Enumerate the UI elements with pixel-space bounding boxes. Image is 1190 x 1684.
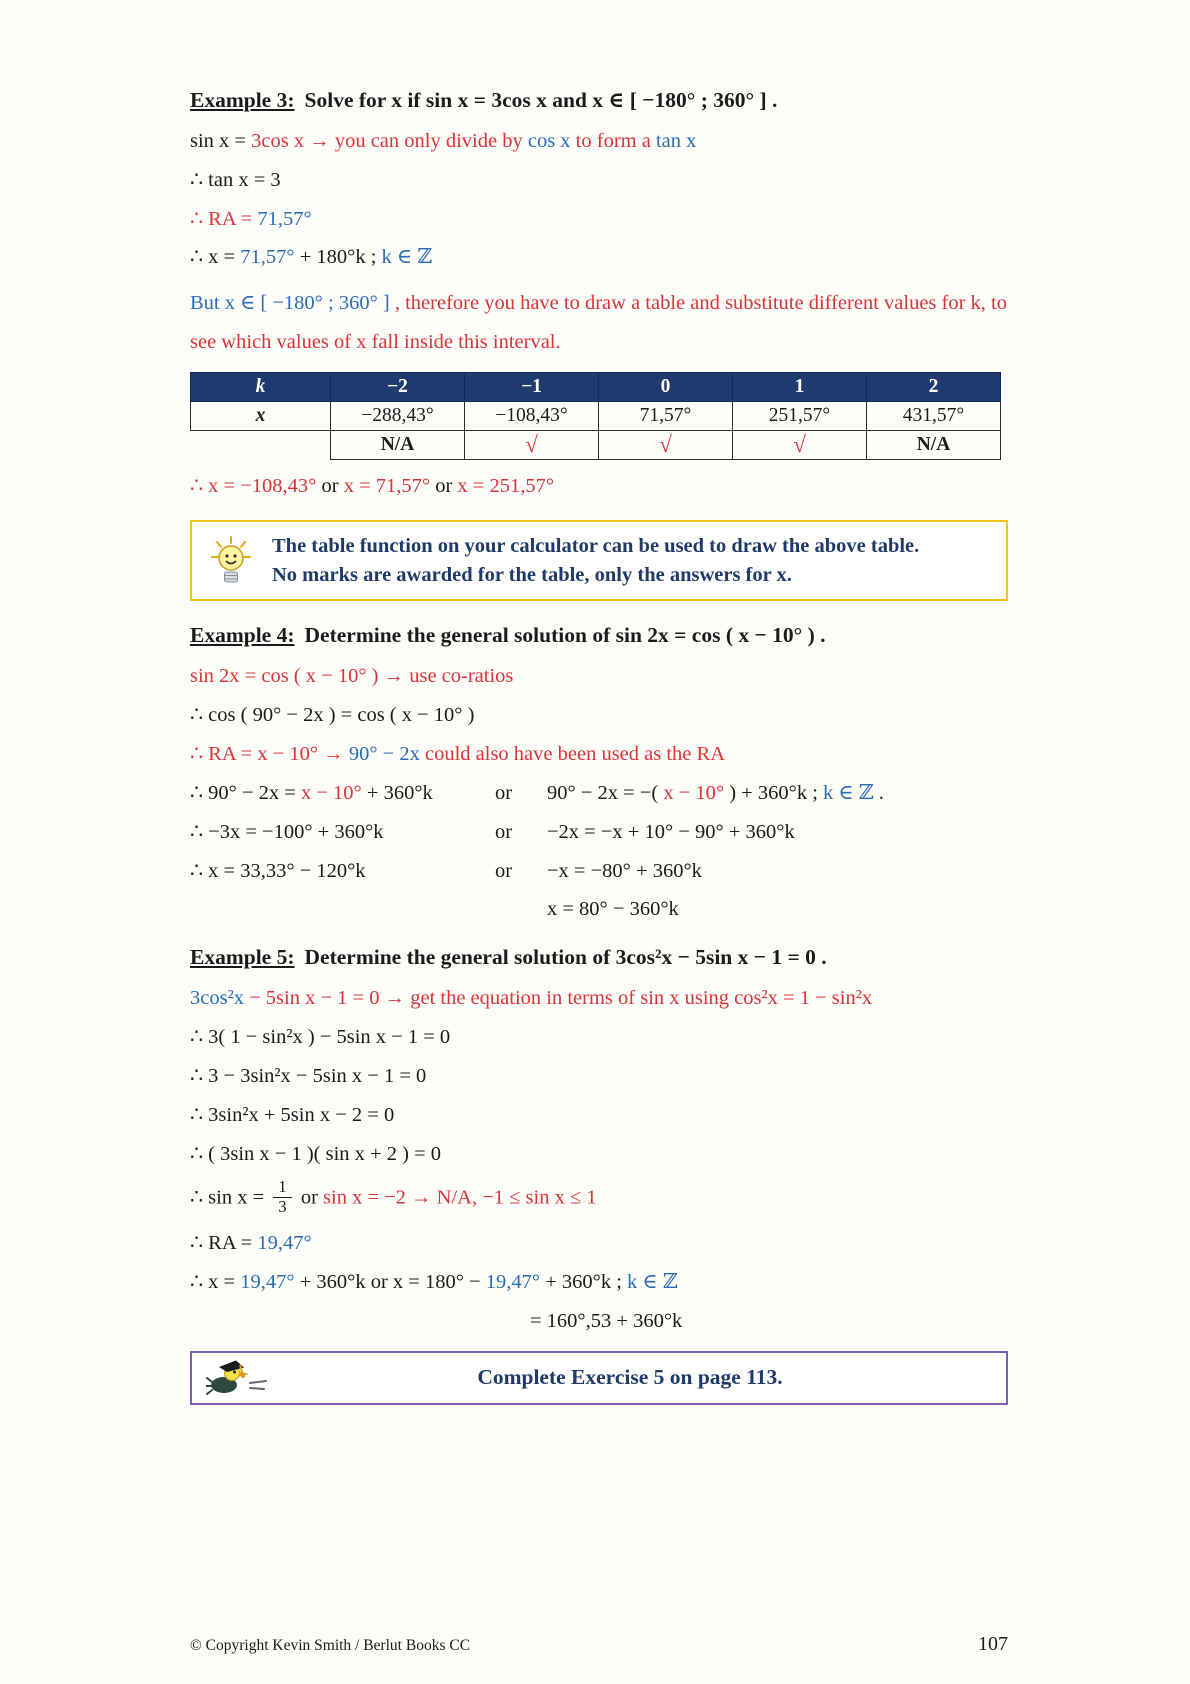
math-line (190, 1270, 1008, 1296)
graduate-bird-icon (206, 1358, 268, 1398)
math-segment: ∴ 3sin²x + 5sin x − 2 = 0 (190, 1103, 395, 1126)
example4-label: Example 4: (190, 623, 295, 648)
math-segment: or (295, 1187, 324, 1210)
math-line (190, 664, 1008, 690)
math-column (190, 820, 495, 846)
math-segment: could also have been used as the RA (419, 743, 725, 766)
table-x-cell: 71,57° (599, 402, 733, 431)
math-segment: ∴ −3x = −100° + 360°k (190, 820, 384, 843)
math-segment: ∴ x = −108,43° (190, 475, 317, 498)
math-column (495, 820, 547, 846)
table-header-cell: 1 (733, 373, 867, 402)
table-na-cell: N/A (867, 431, 1001, 460)
math-segment: sin x = (190, 130, 252, 152)
table-header-cell: 2 (867, 373, 1001, 402)
math-segment: −2x = −x + 10° − 90° + 360°k (547, 820, 795, 843)
math-segment: sin 2x = cos ( x − 10° ) → use co-ratios (190, 665, 514, 688)
example3-label: Example 3: (190, 88, 295, 112)
math-segment: + 360°k ; (540, 1271, 628, 1294)
calculator-tip-box (190, 520, 1008, 601)
math-segment: x = 71,57° (343, 475, 431, 498)
math-segment: ∴ x = (190, 246, 241, 269)
math-segment: ∴ RA = x − 10° → (190, 743, 349, 766)
math-segment: ∴ RA = (190, 207, 258, 230)
math-segment: 19,47° (257, 1232, 312, 1255)
math-line (190, 1025, 1008, 1051)
math-column (547, 820, 795, 846)
math-segment: + 360°k or x = 180° − (294, 1271, 486, 1294)
page-number: 107 (978, 1633, 1008, 1655)
table-header-cell: −1 (465, 373, 599, 402)
math-segment: = 160°,53 + 360°k (530, 1309, 683, 1332)
math-segment: 19,47° (240, 1271, 295, 1294)
table-check-cell: √ (465, 431, 599, 460)
math-column (190, 781, 495, 807)
math-segment: x = 251,57° (457, 475, 555, 498)
math-segment: ∴ x = 33,33° − 120°k (190, 859, 366, 882)
math-line (190, 245, 1008, 271)
math-segment: x − 10° (663, 781, 725, 804)
math-segment: − 5sin x − 1 = 0 → get the equation in terms of sin x using cos²x = 1 − sin²x (249, 987, 873, 1010)
table-check-cell: √ (599, 431, 733, 460)
table-empty-cell (191, 431, 331, 460)
tip-line-1: The table function on your calculator can be used to draw the above table. (272, 535, 920, 558)
math-segment: ∴ cos ( 90° − 2x ) = cos ( x − 10° ) (190, 704, 475, 727)
exercise-text: Complete Exercise 5 on page 113. (477, 1365, 783, 1390)
math-segment: ∴ RA = (190, 1232, 258, 1255)
math-segment: x = 80° − 360°k (547, 898, 679, 921)
math-segment: + 360°k (361, 781, 433, 804)
math-line (190, 781, 1008, 807)
example3-heading-text: Solve for x if sin x = 3cos x and x ∈ [ −180° ; 360° ] . (304, 88, 778, 112)
math-segment: tan x (655, 130, 697, 152)
example4-work (190, 664, 1008, 923)
table-x-cell: 431,57° (867, 402, 1001, 431)
example4-heading-text: Determine the general solution of sin 2x = cos ( x − 10° ) . (304, 623, 826, 648)
math-segment: ∴ tan x = 3 (190, 168, 281, 191)
copyright-text: © Copyright Kevin Smith / Berlut Books CC (190, 1637, 471, 1654)
math-segment: k ∈ ℤ (823, 781, 874, 804)
example3-heading (190, 88, 1008, 113)
math-line (190, 859, 1008, 885)
page-footer (190, 1633, 1008, 1656)
example3-work-top (190, 129, 1008, 362)
math-segment: 90° − 2x (348, 743, 420, 766)
math-column (547, 781, 884, 807)
table-x-cell: −288,43° (331, 402, 465, 431)
math-segment: 19,47° (485, 1271, 541, 1294)
math-line (190, 207, 1008, 233)
lightbulb-icon (210, 535, 252, 587)
math-segment: ∴ 3( 1 − sin²x ) − 5sin x − 1 = 0 (190, 1026, 451, 1049)
example3-work-bottom (190, 474, 1008, 500)
k-values-table (190, 372, 1001, 460)
math-segment: −x = −80° + 360°k (547, 859, 702, 882)
math-segment: 71,57° (240, 246, 295, 269)
math-line (190, 1103, 1008, 1129)
math-line (190, 168, 1008, 194)
example5-work (190, 986, 1008, 1335)
math-segment: But x ∈ [ −180° ; 360° ] (190, 292, 390, 315)
table-check-row (191, 431, 1001, 460)
example4-heading (190, 623, 1008, 648)
math-segment: 3cos²x (190, 987, 250, 1010)
math-line (190, 1309, 1008, 1335)
math-column (495, 781, 547, 807)
table-check-cell: √ (733, 431, 867, 460)
math-segment: or (495, 781, 513, 804)
math-line (190, 474, 1008, 500)
table-x-label: x (191, 402, 331, 431)
math-segment: k ∈ ℤ (381, 246, 433, 269)
table-header-row (191, 373, 1001, 402)
math-segment: ∴ ( 3sin x − 1 )( sin x + 2 ) = 0 (190, 1142, 442, 1165)
table-header-k: k (191, 373, 331, 402)
example5-label: Example 5: (190, 945, 295, 970)
tip-text (272, 532, 919, 589)
math-column (547, 859, 702, 885)
math-segment: + 180°k ; (294, 246, 382, 269)
table-na-cell: N/A (331, 431, 465, 460)
math-segment: or (495, 820, 513, 843)
math-segment: or (316, 475, 344, 498)
math-segment: ) + 360°k ; (724, 781, 824, 804)
example5-heading (190, 945, 1008, 970)
math-line (190, 742, 1008, 768)
table-x-row (191, 402, 1001, 431)
math-segment: ∴ x = (190, 1271, 241, 1294)
math-segment: 71,57° (257, 207, 312, 230)
math-line (190, 897, 1008, 923)
math-segment: ∴ 3 − 3sin²x − 5sin x − 1 = 0 (190, 1064, 427, 1087)
math-column (495, 859, 547, 885)
math-segment: ∴ sin x = (190, 1187, 270, 1210)
math-segment: cos x (527, 130, 571, 152)
math-segment: , therefore you have to draw a table and substitute different values for k, to see which values of x fall inside this interval. (190, 292, 1007, 354)
math-segment: k ∈ ℤ (627, 1271, 678, 1294)
math-line (190, 1064, 1008, 1090)
math-segment: → you can only divide by (309, 130, 528, 152)
math-segment: $\frac{1}{3}$ (273, 1178, 291, 1216)
math-line (190, 703, 1008, 729)
math-segment: or (495, 859, 513, 882)
table-header-cell: −2 (331, 373, 465, 402)
math-line (190, 820, 1008, 846)
math-line (190, 1177, 1008, 1218)
math-segment: ∴ 90° − 2x = (190, 781, 301, 804)
table-header-cell: 0 (599, 373, 733, 402)
math-segment: 90° − 2x = −( (547, 781, 664, 804)
math-line (190, 986, 1008, 1012)
example5-heading-text: Determine the general solution of 3cos²x − 5sin x − 1 = 0 . (304, 945, 827, 970)
math-line (190, 284, 1008, 362)
exercise-box (190, 1351, 1008, 1405)
math-segment: 3cos x (251, 130, 310, 152)
math-line (190, 1231, 1008, 1257)
math-segment: . (873, 781, 884, 804)
math-segment: to form a (570, 130, 656, 152)
math-segment: x − 10° (301, 781, 362, 804)
math-line (190, 1142, 1008, 1168)
math-segment: sin x = −2 → N/A, −1 ≤ sin x ≤ 1 (323, 1187, 597, 1210)
table-x-cell: −108,43° (465, 402, 599, 431)
math-line (190, 129, 1008, 155)
math-segment: or (430, 475, 458, 498)
tip-line-2: No marks are awarded for the table, only the answers for x. (272, 563, 792, 586)
table-x-cell: 251,57° (733, 402, 867, 431)
math-column (190, 859, 495, 885)
